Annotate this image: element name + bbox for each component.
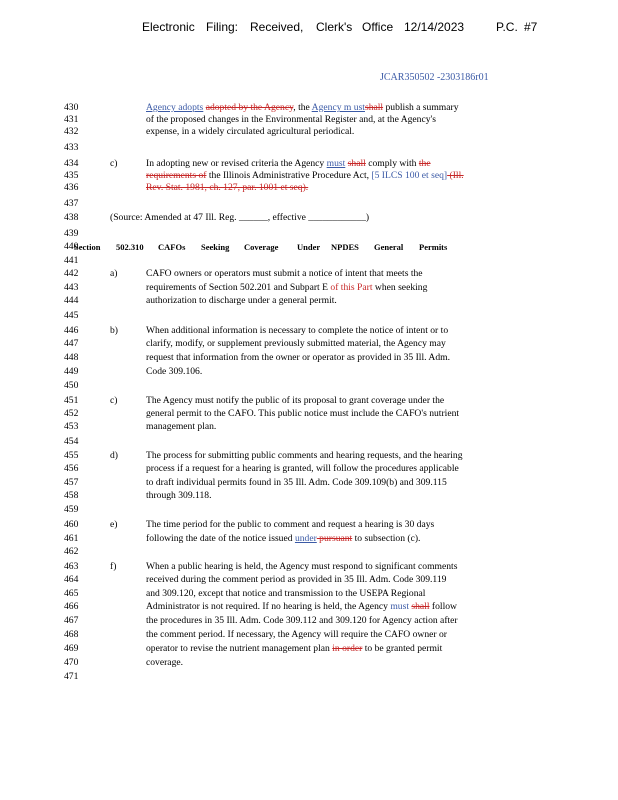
line-number: 448 — [64, 352, 79, 363]
section-title-word: Coverage — [244, 242, 279, 252]
doc-line — [0, 366, 618, 378]
line-text — [146, 170, 464, 182]
doc-line — [0, 102, 618, 114]
line-number: 444 — [64, 295, 79, 306]
line-number: 450 — [64, 380, 79, 391]
doc-line — [0, 533, 618, 545]
doc-line — [0, 463, 618, 475]
document-id: JCAR350502 -2303186r01 — [380, 72, 489, 83]
line-number: 442 — [64, 268, 79, 279]
line-number: 461 — [64, 533, 79, 544]
inserted-text: under — [294, 533, 317, 544]
line-number: 471 — [64, 671, 79, 682]
plain-text: follow — [429, 601, 457, 612]
plain-text: to be granted permit — [362, 643, 443, 654]
doc-line — [0, 450, 618, 462]
doc-line — [0, 519, 618, 531]
line-number: 430 — [64, 102, 79, 113]
plain-text: when seeking — [372, 282, 428, 293]
item-label: f) — [110, 561, 117, 572]
deleted-text: shall — [411, 601, 430, 612]
added-text: of this Part — [330, 282, 373, 293]
line-number: 446 — [64, 325, 79, 336]
section-heading — [0, 241, 618, 253]
line-text — [146, 282, 427, 294]
item-label: e) — [110, 519, 118, 530]
line-number: 439 — [64, 228, 79, 239]
header-date: 12/14/2023 — [404, 20, 465, 34]
doc-line — [0, 588, 618, 600]
doc-line — [0, 421, 618, 433]
section-title-word: General — [374, 242, 404, 252]
line-text — [146, 182, 308, 194]
line-number: 434 — [64, 158, 79, 169]
item-label: b) — [110, 325, 118, 336]
doc-line — [0, 615, 618, 627]
doc-line — [0, 352, 618, 364]
doc-line — [0, 170, 618, 182]
doc-line — [0, 395, 618, 407]
line-text — [146, 643, 442, 655]
line-number: 465 — [64, 588, 79, 599]
line-text: The process for submitting public comments and hearing requests, and the hearing — [146, 450, 463, 461]
plain-text: following the date of the notice issued — [146, 533, 295, 544]
doc-line — [0, 338, 618, 350]
doc-line — [0, 114, 618, 126]
source-note: (Source: Amended at 47 Ill. Reg. ______, effective ____________) — [110, 212, 370, 223]
line-text — [146, 601, 457, 613]
line-text — [146, 102, 459, 114]
section-title-word: Permits — [419, 242, 448, 252]
line-text: request that information from the owner or operator as provided in 35 Ill. Adm. — [146, 352, 450, 363]
header-received: Received, — [250, 20, 304, 34]
section-word: Section — [74, 242, 101, 252]
plain-text: comply with — [365, 158, 419, 169]
line-text: the comment period. If necessary, the Agency will require the CAFO owner or — [146, 629, 447, 640]
section-title-word: NPDES — [331, 242, 359, 252]
header-pc: P.C. — [496, 20, 518, 34]
doc-line — [0, 282, 618, 294]
line-number: 451 — [64, 395, 79, 406]
header-electronic: Electronic — [142, 20, 195, 34]
doc-line — [0, 158, 618, 170]
line-text: When a public hearing is held, the Agency must respond to significant comments — [146, 561, 458, 572]
line-number: 456 — [64, 463, 79, 474]
line-number: 445 — [64, 310, 79, 321]
line-number: 453 — [64, 421, 79, 432]
deleted-text: (Ill. — [447, 170, 464, 181]
header-filing: Filing: — [206, 20, 239, 34]
doc-line — [0, 228, 618, 240]
doc-line — [0, 198, 618, 210]
line-number: 459 — [64, 504, 79, 515]
line-text: coverage. — [146, 657, 184, 668]
deleted-text: in order — [332, 643, 363, 654]
plain-text: , the — [293, 102, 310, 113]
line-text: The time period for the public to comment and request a hearing is 30 days — [146, 519, 435, 530]
plain-text: Administrator is not required. If no hearing is held, the Agency — [146, 601, 391, 612]
deleted-text: the — [418, 158, 431, 169]
line-number: 436 — [64, 182, 79, 193]
doc-line — [0, 546, 618, 558]
inserted-text: must — [390, 601, 409, 612]
line-number: 455 — [64, 450, 79, 461]
line-number: 452 — [64, 408, 79, 419]
line-number: 433 — [64, 142, 79, 153]
doc-line — [0, 629, 618, 641]
deleted-text: adopted by the Agency — [205, 102, 294, 113]
line-text: management plan. — [146, 421, 217, 432]
line-number: 431 — [64, 114, 79, 125]
line-number: 468 — [64, 629, 79, 640]
line-text: The Agency must notify the public of its proposal to grant coverage under the — [146, 395, 445, 406]
doc-line — [0, 408, 618, 420]
inserted-text: must — [326, 158, 346, 169]
line-text — [146, 158, 431, 170]
line-text: the procedures in 35 Ill. Adm. Code 309.112 and 309.120 for Agency action after — [146, 615, 458, 626]
line-text: When additional information is necessary to complete the notice of intent or to — [146, 325, 449, 336]
deleted-text: shall — [364, 102, 384, 113]
line-text: received during the comment period as provided in 35 Ill. Adm. Code 309.119 — [146, 574, 447, 585]
plain-text: publish a summary — [383, 102, 459, 113]
line-number: 438 — [64, 212, 79, 223]
doc-line — [0, 561, 618, 573]
line-number: 457 — [64, 477, 79, 488]
doc-line — [0, 504, 618, 516]
doc-line — [0, 142, 618, 154]
doc-line — [0, 212, 618, 224]
section-title-word: Under — [297, 242, 321, 252]
deleted-text: pursuant — [316, 533, 353, 544]
line-text — [146, 533, 420, 545]
line-number: 449 — [64, 366, 79, 377]
line-text: Code 309.106. — [146, 366, 203, 377]
inserted-text: [5 ILCS 100 et seq] — [371, 170, 448, 181]
section-number: 502.310 — [116, 242, 144, 252]
doc-line — [0, 436, 618, 448]
doc-line — [0, 310, 618, 322]
deleted-text: shall — [347, 158, 366, 169]
line-number: 466 — [64, 601, 79, 612]
plain-text: the Illinois Administrative Procedure Act, — [206, 170, 372, 181]
doc-line — [0, 380, 618, 392]
plain-text: operator to revise the nutrient management plan — [146, 643, 333, 654]
deleted-text: Rev. Stat. 1981, ch. 127, par. 1001 et seq). — [146, 182, 309, 193]
doc-line — [0, 325, 618, 337]
doc-line — [0, 295, 618, 307]
line-number: 440 — [64, 241, 79, 252]
plain-text: to subsection (c). — [352, 533, 421, 544]
doc-line — [0, 255, 618, 267]
doc-line — [0, 574, 618, 586]
line-text: of the proposed changes in the Environmental Register and, at the Agency's — [146, 114, 436, 125]
plain-text: In adopting new or revised criteria the Agency — [146, 158, 327, 169]
line-text: process if a request for a hearing is granted, will follow the procedures applicable — [146, 463, 459, 474]
line-number: 470 — [64, 657, 79, 668]
section-title-word: Seeking — [201, 242, 230, 252]
doc-line — [0, 657, 618, 669]
line-text: through 309.118. — [146, 490, 212, 501]
line-number: 447 — [64, 338, 79, 349]
line-number: 464 — [64, 574, 79, 585]
item-label: c) — [110, 395, 118, 406]
line-number: 432 — [64, 126, 79, 137]
section-title-word: CAFOs — [158, 242, 186, 252]
line-number: 458 — [64, 490, 79, 501]
item-label: c) — [110, 158, 118, 169]
line-number: 437 — [64, 198, 79, 209]
doc-line — [0, 268, 618, 280]
line-text: CAFO owners or operators must submit a notice of intent that meets the — [146, 268, 423, 279]
plain-text: requirements of Section 502.201 and Subpart E — [146, 282, 331, 293]
header-office: Office — [362, 20, 394, 34]
doc-line — [0, 643, 618, 655]
line-number: 435 — [64, 170, 79, 181]
line-number: 443 — [64, 282, 79, 293]
line-text: clarify, modify, or supplement previously submitted material, the Agency may — [146, 338, 446, 349]
line-number: 469 — [64, 643, 79, 654]
item-label: a) — [110, 268, 118, 279]
doc-line — [0, 126, 618, 138]
line-number: 460 — [64, 519, 79, 530]
deleted-text: requirements of — [146, 170, 207, 181]
line-text: expense, in a widely circulated agricultural periodical. — [146, 126, 355, 137]
line-text: authorization to discharge under a general permit. — [146, 295, 337, 306]
line-number: 454 — [64, 436, 79, 447]
line-text: and 309.120, except that notice and transmission to the USEPA Regional — [146, 588, 426, 599]
inserted-text: Agency adopts — [146, 102, 204, 113]
line-number: 441 — [64, 255, 79, 266]
line-number: 463 — [64, 561, 79, 572]
header-pc-number: #7 — [524, 20, 538, 34]
line-text: to draft individual permits found in 35 Ill. Adm. Code 309.109(b) and 309.115 — [146, 477, 447, 488]
line-number: 467 — [64, 615, 79, 626]
doc-line — [0, 490, 618, 502]
item-label: d) — [110, 450, 118, 461]
doc-line — [0, 182, 618, 194]
header-clerks: Clerk's — [316, 20, 353, 34]
doc-line — [0, 671, 618, 683]
inserted-text: Agency m ust — [311, 102, 365, 113]
line-number: 462 — [64, 546, 79, 557]
doc-line — [0, 477, 618, 489]
doc-line — [0, 601, 618, 613]
line-text: general permit to the CAFO. This public notice must include the CAFO's nutrient — [146, 408, 460, 419]
